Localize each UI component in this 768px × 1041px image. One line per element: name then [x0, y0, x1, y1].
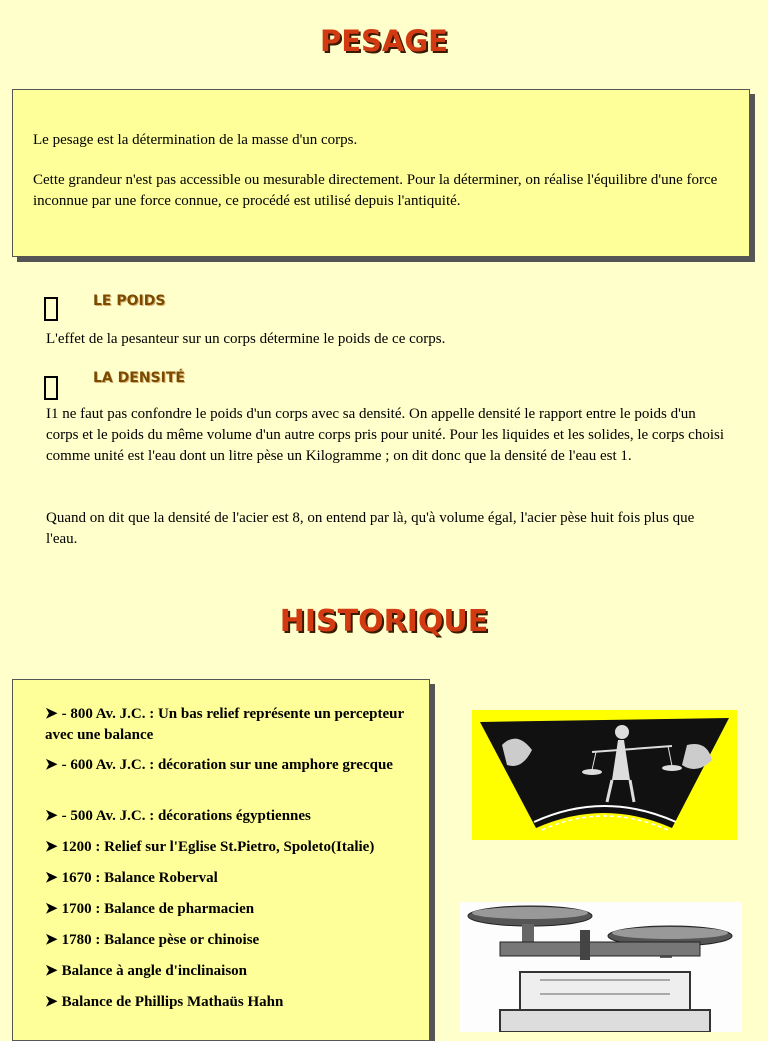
amphora-image [472, 710, 737, 840]
arrow-icon: ➤ [45, 808, 58, 824]
section-bullet-icon [44, 376, 58, 400]
page-title: PESAGE [319, 24, 448, 58]
history-item: ➤ - 600 Av. J.C. : décoration sur une amphore grecque [45, 757, 393, 773]
section-heading-densite: LA DENSITÉ [93, 370, 185, 386]
arrow-icon: ➤ [45, 757, 58, 773]
arrow-icon: ➤ [45, 994, 58, 1010]
arrow-icon: ➤ [45, 932, 58, 948]
intro-paragraph-2: Cette grandeur n'est pas accessible ou mesurable directement. Pour la déterminer, on réalise l'équilibre d'une force inconnue par une force connue, ce procédé est utilisé depuis l'antiquité. [33, 172, 718, 209]
history-item: ➤ 1700 : Balance de pharmacien [45, 901, 255, 917]
intro-paragraph-1: Le pesage est la détermination de la masse d'un corps. [33, 132, 358, 148]
history-item: ➤ - 500 Av. J.C. : décorations égyptiennes [45, 808, 311, 824]
history-box [12, 679, 430, 1041]
arrow-icon: ➤ [45, 706, 58, 722]
arrow-icon: ➤ [45, 901, 58, 917]
history-item: ➤ Balance à angle d'inclinaison [45, 963, 248, 979]
history-item: ➤ 1200 : Relief sur l'Eglise St.Pietro, Spoleto(Italie) [45, 839, 375, 855]
balance-image [460, 902, 742, 1032]
arrow-icon: ➤ [45, 839, 58, 855]
section-heading-poids: LE POIDS [93, 293, 166, 309]
poids-paragraph: L'effet de la pesanteur sur un corps détermine le poids de ce corps. [46, 331, 446, 347]
arrow-icon: ➤ [45, 963, 58, 979]
densite-paragraph-1: I1 ne faut pas confondre le poids d'un corps avec sa densité. On appelle densité le rapport entre le poids d'un corps et le poids du même volume d'un autre corps pris pour unité. Pour les liquides et les solides, le corps choisi comme unité est l'eau dont un litre pèse un Kilogramme ; on dit donc que la densité de l'eau est 1. [46, 406, 724, 464]
history-item: ➤ Balance de Phillips Mathaüs Hahn [45, 994, 284, 1010]
history-item: ➤ 1780 : Balance pèse or chinoise [45, 932, 260, 948]
intro-box [12, 89, 750, 257]
history-title: HISTORIQUE [279, 604, 489, 639]
section-bullet-icon [44, 297, 58, 321]
densite-paragraph-2: Quand on dit que la densité de l'acier est 8, on entend par là, qu'à volume égal, l'acier pèse huit fois plus que l'eau. [46, 510, 695, 547]
history-item: ➤ - 800 Av. J.C. : Un bas relief représente un percepteur avec une balance [45, 706, 404, 743]
arrow-icon: ➤ [45, 870, 58, 886]
history-item: ➤ 1670 : Balance Roberval [45, 870, 218, 886]
